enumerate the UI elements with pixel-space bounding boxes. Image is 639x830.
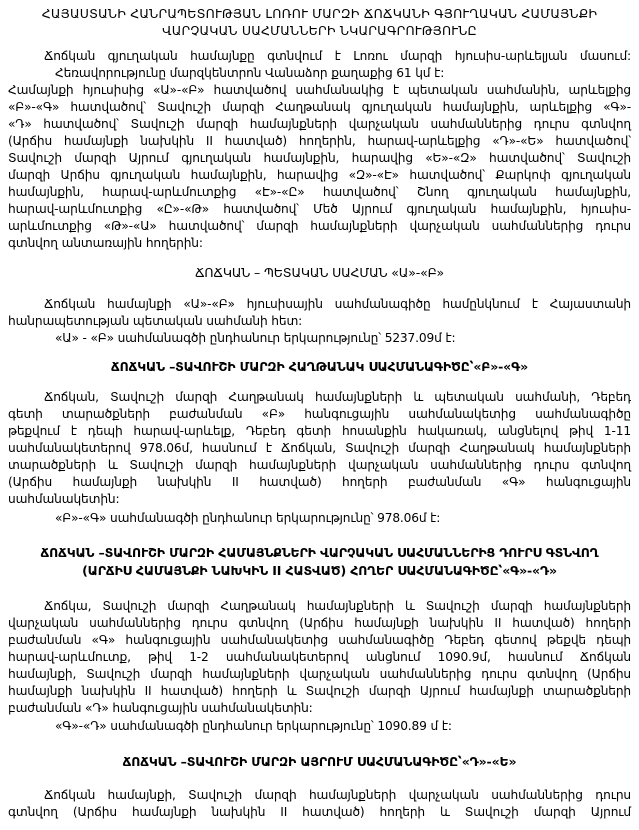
- section-body-line: հանրապետության պետական սահմանի հետ:: [8, 314, 303, 328]
- section-length-line: «Բ»-«Գ» սահմանագծի ընդհանուր երկարությունը՝ 978.06մ է:: [55, 511, 441, 525]
- intro-line: Տավուշի մարզի Այրում գյուղական համայնքին, հարավից «Ե»-«Զ» հատվածով՝ Տավուշի: [8, 151, 631, 165]
- section-body-line: բաժանման «Գ» հանգուցային սահմանակետից սահմանագիծը Դեբեդ գետով թեքվե դեպի: [8, 633, 631, 647]
- intro-line: համայնքին, հարավ-արևմուտքից «Է»-«Ը» հատվածով՝ Շնող գյուղական համայնքին,: [8, 185, 631, 199]
- intro-line: (Արճիս համայնքի նախկին II հատված) հողերին, հարավ-արևելքից «Դ»-«Ե» հատվածով՝: [8, 134, 631, 148]
- section-heading: ՃՈՃԿԱՆ – ՊԵՏԱԿԱՆ ՍԱՀՄԱՆ «Ա»-«Բ»: [194, 265, 445, 280]
- section-length-line: «Գ»-«Դ» սահմանագծի ընդհանուր երկարությունը՝ 1090.89 մ է:: [55, 719, 452, 733]
- section-body-line: Ճոճկան, Տավուշի մարզի Հաղթանակ համայնքների և պետական սահմանի, Դեբեդ: [44, 390, 631, 404]
- intro-line: Համայնքի հյուսիսից «Ա»-«Բ» հատվածով սահմանակից է պետական սահմանին, արևելքից: [8, 83, 631, 97]
- section-heading: ՃՈՃԿԱՆ –ՏԱՎՈՒՇԻ ՄԱՐԶԻ ՀԱՄԱՅՆՔՆԵՐԻ ՎԱՐՉԱԿԱՆ ՍԱՀՄԱՆՆԵՐԻՑ ԴՈՒՐՍ ԳՏՆՎՈՂ: [40, 545, 599, 560]
- section-body-line: գտնվող (Արճիս համայնքի նախկին II հատված) հողերի և Տավուշի մարզի Այրում: [8, 805, 631, 819]
- section-body-line: սահմանակետերով 978.06մ, հասնում է Ճոճկան, Տավուշի մարզի Հաղթանակ համայնքների: [8, 441, 631, 455]
- document-title-line-2: ՎԱՐՉԱԿԱՆ ՍԱՀՄԱՆՆԵՐԻ ՆԿԱՐԱԳՐՈՒԹՅՈՒՆԸ: [162, 23, 477, 38]
- section-length-line: «Ա» - «Բ» սահմանագծի ընդհանուր երկարությունը՝ 5237.09մ է:: [55, 331, 456, 345]
- section-body-line: Ճոճկա, Տավուշի մարզի Հաղթանակ համայնքների և Տավուշի մարզի համայնքների: [44, 599, 631, 613]
- intro-line: գտնվող անտառային հողերին:: [8, 236, 203, 250]
- document-title-line-1: ՀԱՅԱՍՏԱՆԻ ՀԱՆՐԱՊԵՏՈՒԹՅԱՆ ԼՈՌՈՒ ՄԱՐԶԻ ՃՈՃԿԱՆԻ ԳՅՈՒՂԱԿԱՆ ՀԱՄԱՅՆՔԻ: [41, 6, 598, 21]
- section-heading: ՃՈՃԿԱՆ –ՏԱՎՈՒՇԻ ՄԱՐԶԻ ԱՅՐՈՒՄ ՍԱՀՄԱՆԱԳԻԾԸ՝«Դ»-«Ե»: [122, 754, 517, 769]
- intro-line: մարզի Արճիս գյուղական համայնքին, հարավից «Զ»-«Է» հատվածով՝ Քարկոփ գյուղական: [8, 168, 631, 182]
- section-body-line: Ճոճկան համայնքի «Ա»-«Բ» հյուսիսային սահմանագիծը համընկնում է Հայաստանի: [44, 297, 631, 311]
- section-body-line: համայնքի նախկին II հատված) հողերի և Տավուշի մարզի Այրում համայնքի տարածքների: [8, 684, 631, 698]
- section-body-line: համայնքի, Տավուշի մարզի համայնքների վարչական սահմաններից դուրս գտնվող (Արճիս: [8, 667, 631, 681]
- section-heading: ՃՈՃԿԱՆ –ՏԱՎՈՒՇԻ ՄԱՐԶԻ ՀԱՂԹԱՆԱԿ ՍԱՀՄԱՆԱԳԻԾԸ՝«Բ»-«Գ»: [111, 359, 528, 374]
- section-body-line: վարչական սահմաններից դուրս գտնվող (Արճիս համայնքի նախկին II հատված) հողերի: [8, 616, 631, 630]
- section-body-line: (Արճիս համայնքի նախկին II հատված) հողերի բաժանման «Գ» հանգուցային: [8, 475, 631, 489]
- intro-line: Ճոճկան գյուղական համայնքը գտնվում է Լոռու մարզի հյուսիս-արևելյան մասում:: [44, 49, 631, 63]
- intro-line: «Դ» հատվածով՝ Տավուշի մարզի համայնքների վարչական սահմաններից դուրս գտնվող: [8, 117, 631, 131]
- section-body-line: Ճոճկան համայնքի, Տավուշի մարզի համայնքների վարչական սահմաններից դուրս: [44, 788, 631, 802]
- section-body-line: գետի տարածքների բաժանման «Բ» հանգուցային սահմանակետից սահմանագիծը: [8, 407, 631, 421]
- section-body-line: տարածքների և Տավուշի մարզի համայնքների վարչական սահմաններից դուրս գտնվող: [8, 458, 631, 472]
- intro-line: հարավ-արևմուտքից «Ը»-«Թ» հատվածով՝ Մեծ Այրում գյուղական համայնքին, հյուսիս-: [8, 202, 631, 216]
- intro-line: «Բ»-«Գ» հատվածով՝ Տավուշի մարզի Հաղթանակ գյուղական համայնքին, արևելքից «Գ»-: [8, 100, 631, 114]
- section-body-line: սահմանակետին:: [8, 492, 120, 506]
- section-body-line: բաժանման «Դ» հանգուցային սահմանակետին:: [8, 701, 313, 715]
- section-body-line: թեքվում է դեպի հարավ-արևելք, Դեբեդ գետի հոսանքին հակառակ, անցնելով թիվ 1-11: [8, 424, 631, 438]
- section-body-line: հարավ-արևմուտք, թիվ 1-2 սահմանակետերով անցնում 1090.9մ, հասնում Ճոճկան: [8, 650, 631, 664]
- intro-line: Հեռավորությունը մարզկենտրոն Վանաձոր քաղաքից 61 կմ է:: [55, 66, 445, 80]
- intro-line: արևմուտքից «Թ»-«Ա» հատվածով՝ մարզի համայնքների վարչական սահմաններից դուրս: [8, 219, 631, 233]
- section-heading: (ԱՐՃԻՍ ՀԱՄԱՅՆՔԻ ՆԱԽԿԻՆ II ՀԱՏՎԱԾ) ՀՈՂԵՐ ՍԱՀՄԱՆԱԳԻԾԸ՝«Գ»-«Դ»: [82, 563, 557, 578]
